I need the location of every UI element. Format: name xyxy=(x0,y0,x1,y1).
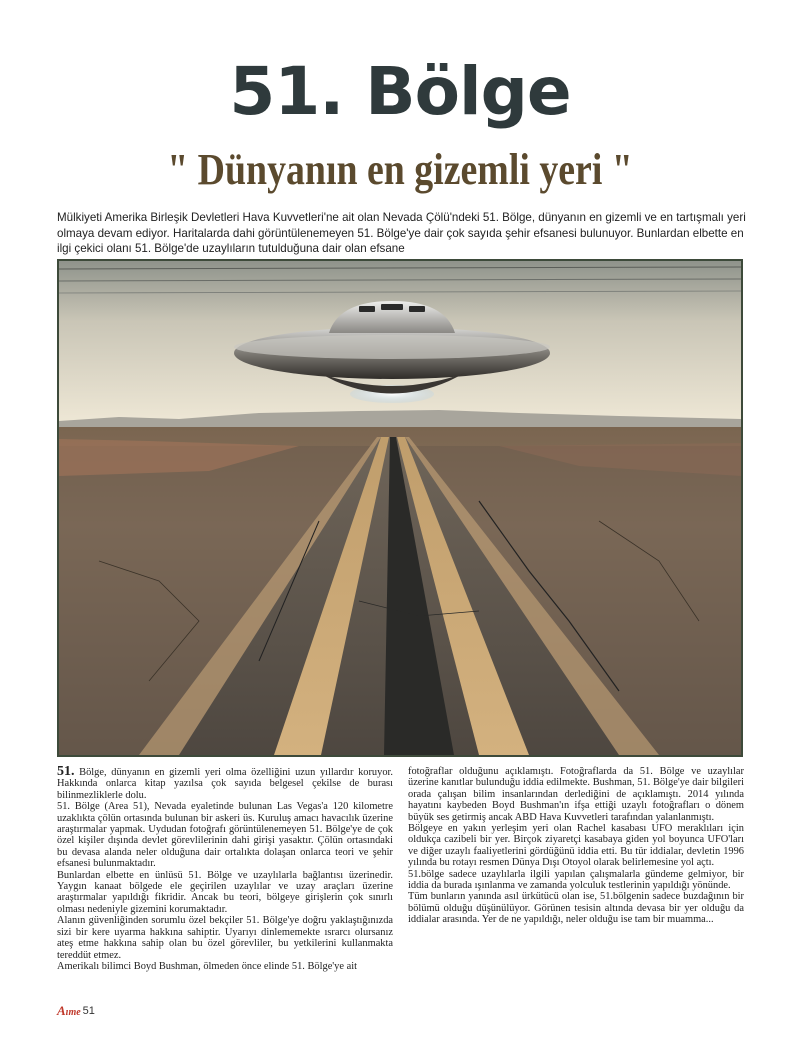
article-title: 51. Bölge xyxy=(229,53,571,130)
paragraph xyxy=(57,766,393,801)
paragraph-text: Bölge, dünyanın en gizemli yeri olma özelliğini uzun yıllardır koruyor. Hakkında onlarca kitap yazılsa çok sayıda belgesel çekilse de burası bilinmezliklerle dolu. xyxy=(57,767,393,801)
lead-number: 51. xyxy=(57,764,75,779)
paragraph: 51.bölge sadece uzaylılarla ilgili yapılan çalışmalarla gündeme gelmiyor, bir iddia da burada ışınlanma ve zamanda yolculuk testlerinin yapıldığı yönünde. xyxy=(408,868,744,892)
paragraph: Amerikalı bilimci Boyd Bushman, ölmeden önce elinde 51. Bölge'ye ait xyxy=(57,960,357,972)
paragraph: 51. Bölge (Area 51), Nevada eyaletinde bulunan Las Vegas'a 120 kilometre uzaklıkta çölün ortasında bulunan bir askeri üs. Kuruluş amacı havacılık üzerine araştırmalar yapmak. Uydudan fotoğrafı görüntülenemeyen 51. Bölge'ye de çok özel kişiler dışında devlet görevlilerinin dahi girişi yasaktır. Çölün ortasındaki bu devasa alanda neler olduğuna dair ortalıkta dolaşan onlarca teori ve şehir efsanesi bulunmaktadır. xyxy=(57,801,393,870)
ufo-road-illustration xyxy=(59,261,741,755)
paragraph: Tüm bunların yanında asıl ürkütücü olan ise, 51.bölgenin sadece buzdağının bir bölümü olduğu düşünülüyor. Görünen tesisin altında devasa bir yer olduğu da iddialar arasında. Yer de ne yapıldığı, neler olduğu ise tam bir muamma... xyxy=(408,891,744,926)
paragraph: Alanın güvenliğinden sorumlu özel bekçiler 51. Bölge'ye doğru yaklaştığınızda sizi bir kere uyarma hakkına sahiptir. Uyarıyı dinlememekte ısrarcı olursanız ateş etme hakkına sahip olan bu özel görevliler, bu yetkilerini kullanmakta tereddüt etmez. xyxy=(57,915,393,961)
article-subtitle: " Dünyanın en gizemli yeri " xyxy=(167,145,633,194)
right-column xyxy=(408,766,744,926)
paragraph: fotoğraflar olduğunu açıklamıştı. Fotoğraflarda da 51. Bölge ve uzaylılar üzerine kanıtlar bulunduğu iddia edilmekte. Bushman, 51. Bölge'ye dair bilgileri orada çalışan bilim insanlarından derlediğini de açıklamıştı. 2014 yılında hayatını kaybeden Boyd Bushman'ın ifşa ettiği uzaylı fotoğrafları o dönem büyük ses getirmiş ancak ABD Hava Kuvvetleri tarafından yalanlanmıştı. xyxy=(408,766,744,823)
paragraph: Bölgeye en yakın yerleşim yeri olan Rachel kasabası UFO meraklıları için oldukça cazibeli bir yer. Birçok ziyaretçi kasabaya giden yol boyunca UFO'ları ve diğer uzaylı faaliyetlerini gördüğünü iddia etti. Bu tür iddialar, devletin 1996 yılında bu rotayı resmen Dünya Dışı Otoyol olarak belirlemesine yol açtı. xyxy=(408,823,744,869)
article-body xyxy=(57,766,747,996)
left-column xyxy=(57,766,393,972)
paragraph: Bunlardan elbette en ünlüsü 51. Bölge ve uzaylılarla bağlantısı üzerinedir. Yaygın kanaat bölgede ele geçirilen uzaylılar ve uzay araçları üzerine araştırmalar yapıldığı fikridir. Ancak bu teori, bölgeye girişlerin çok sınırlı olması nedeniyle gizemini korumaktadır. xyxy=(57,869,393,915)
ufo-road-photo xyxy=(57,259,743,757)
magazine-logo: Aıme xyxy=(57,1003,81,1018)
page-footer xyxy=(57,1003,95,1019)
article-intro: Mülkiyeti Amerika Birleşik Devletleri Hava Kuvvetleri'ne ait olan Nevada Çölü'ndeki 51. Bölge, dünyanın en gizemli ve en tartışmalı yeri olmaya devam ediyor. Haritalarda dahi görüntülenemeyen 51. Bölge'ye dair çok sayıda şehir efsanesi bulunuyor. Bunlardan elbette en ilgi çekici olanı 51. Bölge'de uzaylıların tutulduğuna dair olan efsane xyxy=(57,211,746,256)
page-number: 51 xyxy=(82,1005,95,1017)
